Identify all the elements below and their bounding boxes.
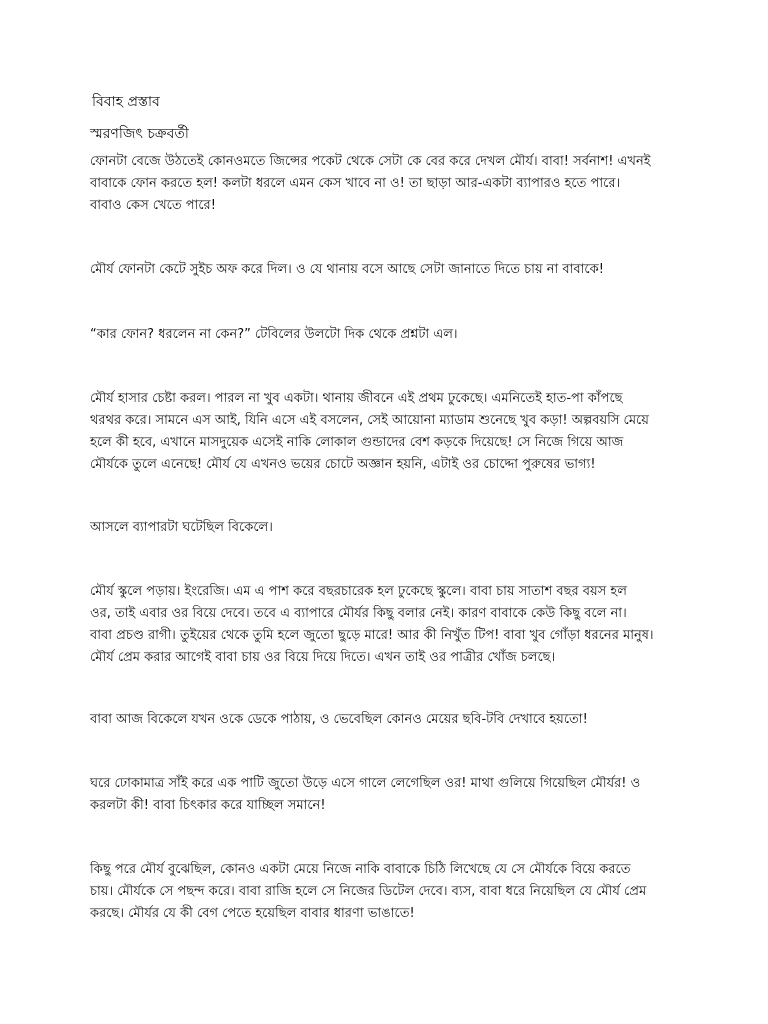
text-line: কিছু পরে মৌর্য বুঝেছিল, কোনও একটা মেয়ে নিজে নাকি বাবাকে চিঠি লিখেছে যে সে মৌর্যকে বিয়ে করতে	[90, 862, 631, 877]
paragraph-3	[90, 324, 690, 346]
text-line: বাবা আজ বিকেলে যখন ওকে ডেকে পাঠায়, ও ভেবেছিল কোনও মেয়ের ছবি-টবি দেখাবে হয়তো!	[90, 712, 588, 727]
text-line: করছে। মৌর্যর যে কী বেগ পেতে হয়েছিল বাবার ধারণা ভাঙাতে!	[90, 906, 415, 921]
text-line: করলটা কী! বাবা চিৎকার করে যাচ্ছিল সমানে!	[90, 798, 326, 813]
text-line: বাবা প্রচণ্ড রাগী। তুইয়ের থেকে তুমি হলে জুতো ছুড়ে মারে! আর কী নিখুঁত টিপ! বাবা খুব গোঁড়া ধরনের মানুষ।	[90, 628, 654, 643]
story-title: বিবাহ প্রস্তাব	[92, 94, 160, 110]
text-line: মৌর্য প্রেম করার আগেই বাবা চায় ওর বিয়ে দিয়ে দিতে। এখন তাই ওর পাত্রীর খোঁজ চলছে।	[90, 650, 556, 665]
text-line: মৌর্য হাসার চেষ্টা করল। পারল না খুব একটা। থানায় জীবনে এই প্রথম ঢুকেছে। এমনিতেই হাত-পা কাঁপছে	[90, 391, 623, 406]
paragraph-1	[90, 151, 690, 217]
paragraph-9	[90, 859, 690, 925]
paragraph-4	[90, 388, 690, 476]
paragraph-6	[90, 581, 690, 669]
text-line: আসলে ব্যাপারটা ঘটেছিল বিকেলে।	[90, 520, 273, 535]
text-line: ফোনটা বেজে উঠতেই কোনওমতে জিন্সের পকেট থেকে সেটা কে বের করে দেখল মৌর্য। বাবা! সর্বনাশ! এখনই	[90, 154, 651, 169]
paragraph-5	[90, 517, 690, 539]
text-line: চায়। মৌর্যকে সে পছন্দ করে। বাবা রাজি হলে সে নিজের ডিটেল দেবে। ব্যস, বাবা ধরে নিয়েছিল যে মৌর্য প্রেম	[90, 884, 647, 899]
text-line: “কার ফোন? ধরলেন না কেন?” টেবিলের উলটো দিক থেকে প্রশ্নটা এল।	[90, 327, 458, 342]
text-line: মৌর্য স্কুলে পড়ায়। ইংরেজি। এম এ পাশ করে বছরচারেক হল ঢুকেছে স্কুলে। বাবা চায় সাতাশ বছর বয়স হল	[90, 584, 627, 599]
text-line: মৌর্যকে তুলে এনেছে! মৌর্য যে এখনও ভয়ের চোটে অজ্ঞান হয়নি, এটাই ওর চোদ্দো পুরুষের ভাগ্য!	[90, 457, 596, 472]
text-line: মৌর্য ফোনটা কেটে সুইচ অফ করে দিল। ও যে থানায় বসে আছে সেটা জানাতে দিতে চায় না বাবাকে!	[90, 262, 604, 277]
author-name: স্মরণজিৎ চক্রবর্তী	[90, 126, 189, 142]
text-line: বাবাকে ফোন করতে হল! কলটা ধরলে এমন কেস খাবে না ও! তা ছাড়া আর-একটা ব্যাপারও হতে পারে।	[90, 176, 621, 191]
text-line: থরথর করে। সামনে এস আই, যিনি এসে এই বসলেন, সেই আয়োনা ম্যাডাম শুনেছে খুব কড়া! অল্পবয়সি মেয়ে	[90, 413, 649, 428]
paragraph-7	[90, 709, 690, 731]
paragraph-8	[90, 773, 690, 817]
paragraph-2	[90, 259, 690, 281]
text-line: হলে কী হবে, এখানে মাসদুয়েক এসেই নাকি লোকাল গুন্ডাদের বেশ কড়কে দিয়েছে! সে নিজে গিয়ে আজ	[90, 435, 624, 450]
text-line: বাবাও কেস খেতে পারে!	[90, 198, 216, 213]
text-line: ওর, তাই এবার ওর বিয়ে দেবে। তবে এ ব্যাপারে মৌর্যর কিছু বলার নেই। কারণ বাবাকে কেউ কিছু বলে না।	[90, 606, 627, 621]
text-line: ঘরে ঢোকামাত্র সাঁই করে এক পাটি জুতো উড়ে এসে গালে লেগেছিল ওর! মাথা গুলিয়ে গিয়েছিল মৌর্যর! ও	[90, 776, 641, 791]
